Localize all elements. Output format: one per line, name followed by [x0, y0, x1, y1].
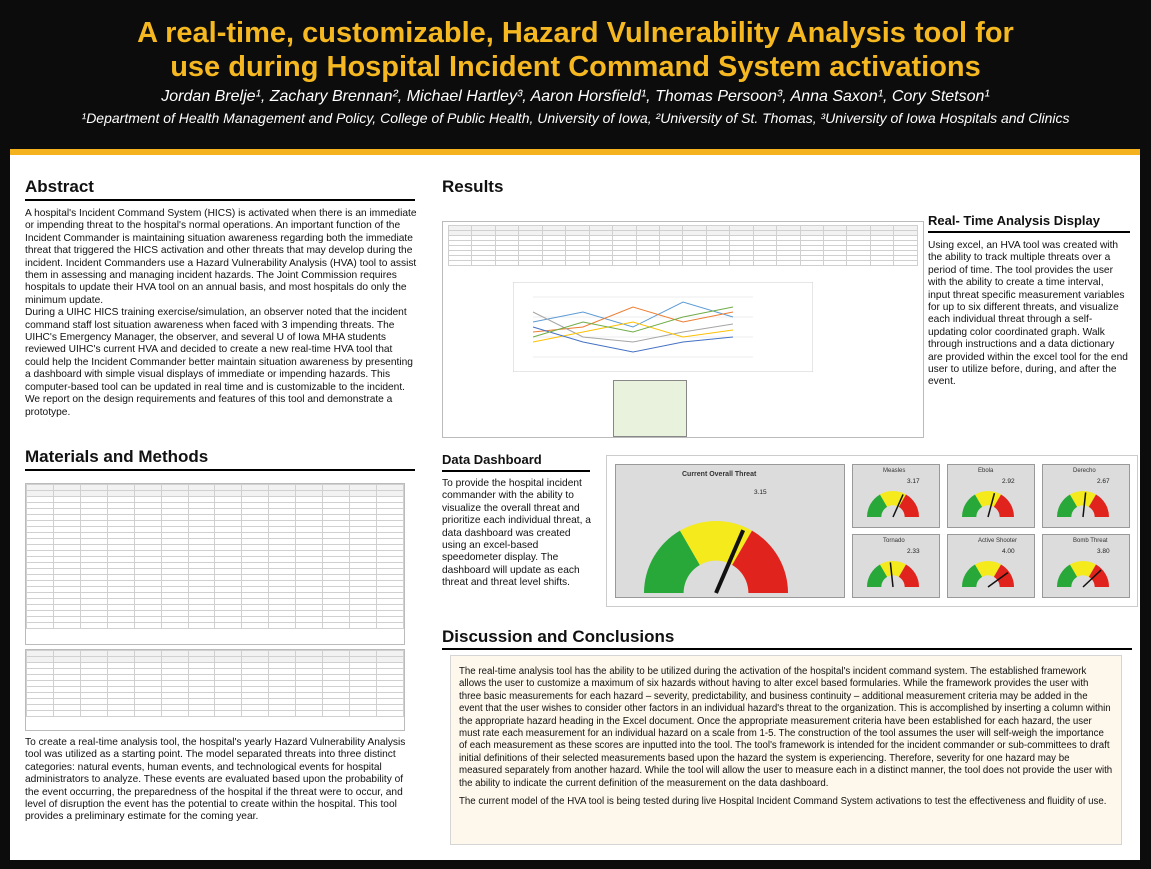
discussion-para-2: The current model of the HVA tool is being tested during live Hospital Incident Command System activations to test the effectiveness and fluidity of use. [459, 796, 1107, 808]
affiliations: ¹Department of Health Management and Policy, College of Public Health, University of Iowa, ²University of St. Thomas, ³University of Iowa Hospitals and Clinics [81, 110, 1070, 126]
overall-threat-gauge [616, 465, 844, 597]
threat-gauge-value: 4.00 [1002, 548, 1015, 555]
poster-title [40, 16, 1111, 84]
abstract-para-1: A hospital's Incident Command System (HICS) is activated when there is an immediate or impending threat to the hospital's normal operations. An important function of the Incident Commander is maintaining situation awareness regarding both the immediate threat that triggered the HICS activation and other threats that may develop during the incident. Incident Commanders use a Hazard Vulnerability Analysis (HVA) tool to assist them in assessing and managing incident hazards. The Joint Commission requires hospitals to update their HVA tool on an annual basis, and most hospitals do only the minimum update. [25, 208, 417, 306]
gauge-base [866, 587, 920, 597]
threat-gauge-value: 2.67 [1097, 478, 1110, 485]
threat-gauge-panel [947, 534, 1035, 598]
discussion-box [450, 655, 1122, 845]
threat-gauge-panel [1042, 534, 1130, 598]
poster-header [0, 0, 1151, 146]
title-line-1: A real-time, customizable, Hazard Vulnerability Analysis tool for [137, 17, 1014, 49]
human-events-spreadsheet [25, 649, 405, 731]
threat-gauge-panel [1042, 464, 1130, 528]
realtime-rule [928, 231, 1130, 233]
dashboard-heading: Data Dashboard [442, 452, 542, 467]
discussion-rule [442, 648, 1132, 650]
gauge-base [866, 517, 920, 527]
threat-gauge-label: Tornado [883, 538, 905, 544]
abstract-rule [25, 199, 415, 201]
gauge-base [961, 517, 1015, 527]
gauge-base [961, 587, 1015, 597]
methods-text: To create a real-time analysis tool, the hospital's yearly Hazard Vulnerability Analysis tool was utilized as a starting point. The model separated threats into three distinct categories: natural events, human events, and technological events for hospital administrators to analyze. These events are evaluated based upon the probability of the event occurring, the preparedness of the hospital if the threat were to occur, and level of disruption the event has the potential to create within the hospital. This tool provides a preliminary estimate for the coming year. [25, 737, 406, 823]
abstract-heading: Abstract [25, 177, 94, 196]
realtime-text: Using excel, an HVA tool was created with the ability to track multiple threats over a period of time. The tool provides the user with the ability to create a time interval, input threat specific measurement variables for up to six different threats, and visualize each individual threat through a self-updating color coordinated graph. Walk through instructions and a data dictionary are provided within the excel tool for the end user to utilize before, during, and after the event. [928, 240, 1128, 388]
dashboard-rule [442, 470, 590, 472]
threat-gauge [948, 465, 1034, 527]
methods-heading: Materials and Methods [25, 447, 209, 466]
abstract-para-2: During a UIHC HICS training exercise/simulation, an observer noted that the incident command staff lost situation awareness when faced with 3 impending threats. The UIHC's Emergency Manager, the observer, and several U of Iowa MHA students reviewed UIHC's current HVA and decided to create a new real-time HVA tool that could help the Incident Commander better maintain situation awareness by presenting a dashboard with simple visual displays of immediate or impending hazards. This computer-based tool can be updated in real time and is customizable to the incident. We report on the design requirements and features of this tool and demonstrate a prototype. [25, 307, 413, 418]
threat-gauge-label: Bomb Threat [1073, 538, 1108, 544]
overall-threat-gauge-panel [615, 464, 845, 598]
threat-gauge-label: Ebola [978, 468, 994, 474]
current-threat-summary-table [613, 380, 687, 437]
discussion-para-1: The real-time analysis tool has the ability to be utilized during the activation of the hospital's incident command system. The established framework allows the user to customize a maximum of six hazards without having to alter excel based formularies. While the framework provides the user with three basic measurements for each hazard – severity, predictability, and business continuity – additional measurement criteria may be added in the event that the user wishes to consider other factors in an individual hazard's threat to the organization. This is accomplished by inserting a column within the appropriate hazard heading in the Excel document. Once the appropriate measurement criteria have been established for each hazard, the user must rate each measurement for an individual hazard on a scale from 1-5. The construction of the tool assumes the user will self-weigh the importance of each measurement as these scores are inputted into the tool. The tool's framework is intended for the incident commander or sub-committees to draft initial definitions of their selected measurements based upon the hazard the system is experiencing. Therefore, severity for one hazard may be measured separately from another hazard. While the tool will allow the user to measure each in a distinct manner, the tool does not provide the user with the ability to indicate the current definition of the measurement on the data dashboard. [459, 666, 1113, 789]
gauge-base [1056, 517, 1110, 527]
threat-gauge-label: Derecho [1073, 468, 1096, 474]
threat-gauge [1043, 465, 1129, 527]
threat-gauge-value: 3.17 [907, 478, 920, 485]
threat-gauge-label: Active Shooter [978, 538, 1018, 544]
threat-gauge-panel [852, 534, 940, 598]
threat-gauge-value: 2.92 [1002, 478, 1015, 485]
methods-rule [25, 469, 415, 471]
threat-gauge [853, 535, 939, 597]
threat-gauge-panel [947, 464, 1035, 528]
results-heading: Results [442, 177, 504, 196]
overall-threat-label: Current Overall Threat [682, 471, 757, 478]
threat-gauge [1043, 535, 1129, 597]
poster-body [10, 155, 1140, 860]
threat-gauge-value: 2.33 [907, 548, 920, 555]
gauge-base [1056, 587, 1110, 597]
dashboard-text: To provide the hospital incident commander with the ability to visualize the overall threat and prioritize each individual threat, a data dashboard was created using an excel-based speedometer display. The dashboard will update as each threat and threat level shifts. [442, 478, 591, 589]
authors: Jordan Brelje¹, Zachary Brennan², Michael Hartley³, Aaron Horsfield¹, Thomas Persoon³, Anna Saxon¹, Cory Stetson¹ [161, 88, 990, 105]
overall-threat-value: 3.15 [754, 489, 767, 496]
threat-gauge [948, 535, 1034, 597]
discussion-heading: Discussion and Conclusions [442, 627, 675, 646]
realtime-heading: Real- Time Analysis Display [928, 213, 1100, 228]
realtime-analysis-spreadsheet [442, 221, 924, 438]
threat-gauge-label: Measles [883, 468, 906, 474]
abstract-text [25, 208, 417, 419]
title-line-2: use during Hospital Incident Command System activations [170, 51, 981, 83]
threat-gauge-value: 3.80 [1097, 548, 1110, 555]
data-dashboard [606, 455, 1138, 607]
gauge-base [643, 593, 789, 597]
natural-events-spreadsheet [25, 483, 405, 645]
threat-gauge-panel [852, 464, 940, 528]
threat-gauge [853, 465, 939, 527]
threat-trend-graph [513, 282, 813, 372]
